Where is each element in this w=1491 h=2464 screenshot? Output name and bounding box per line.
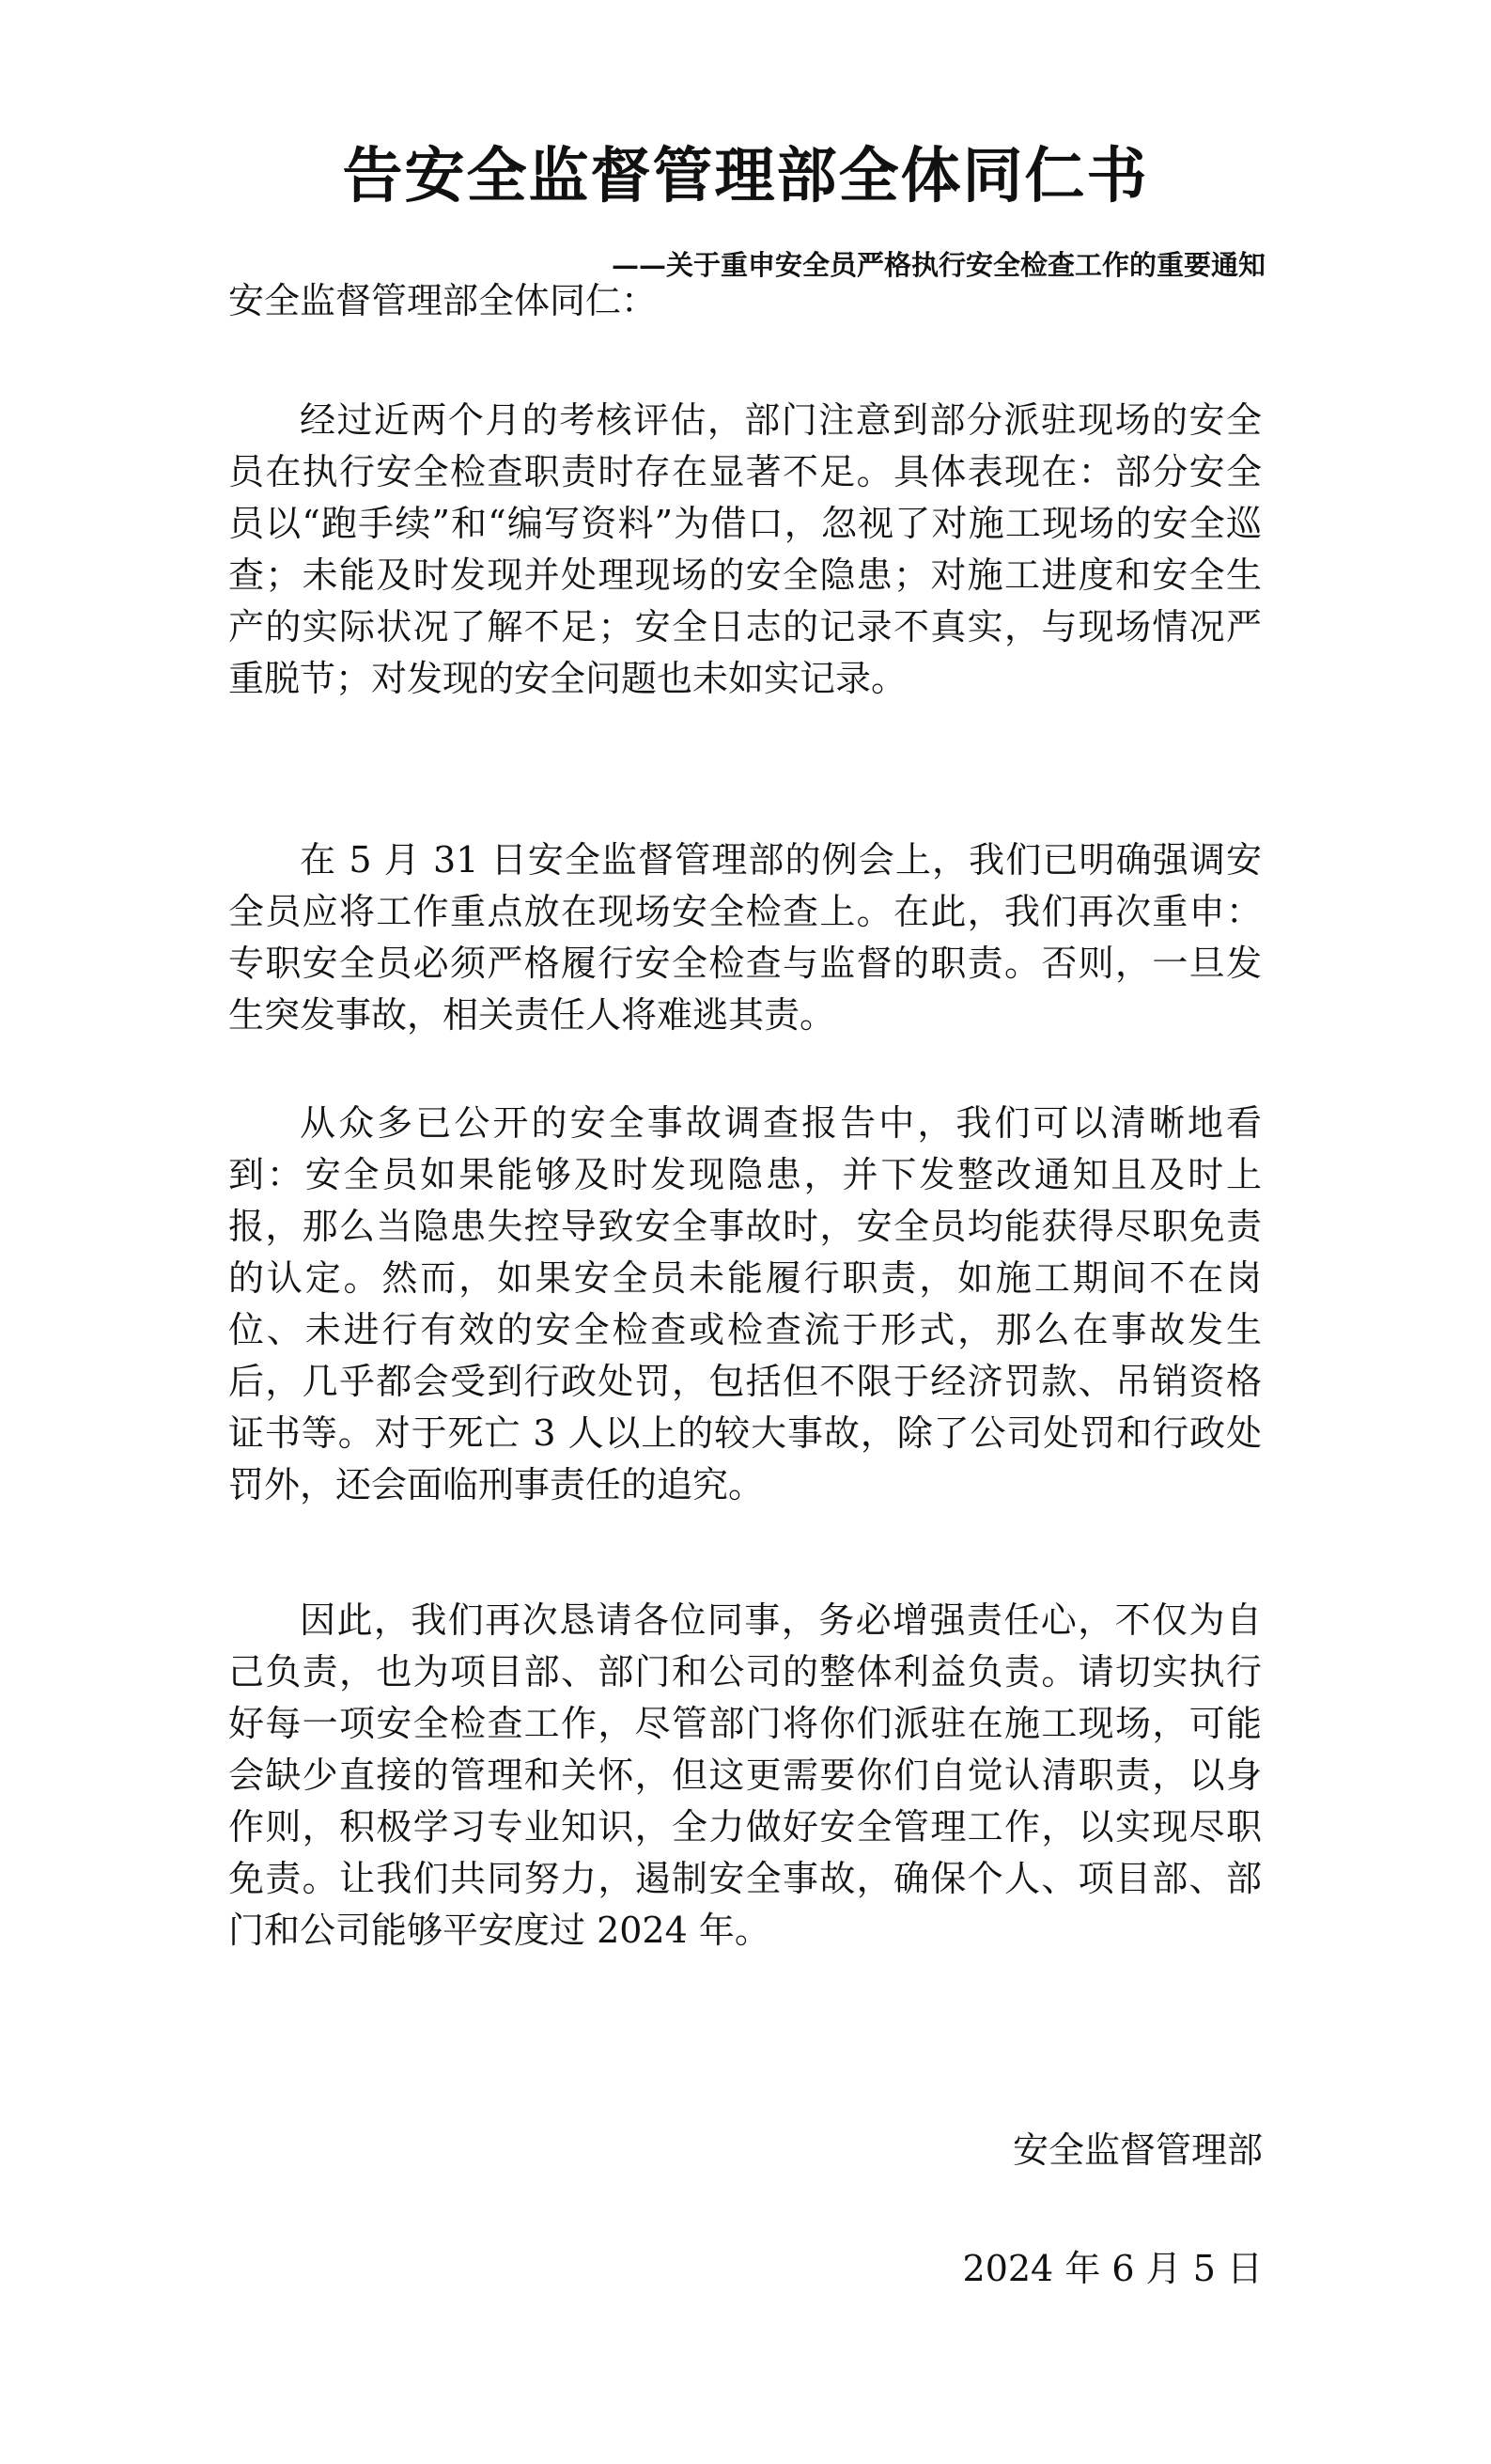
salutation: 安全监督管理部全体同仁： [228, 280, 658, 321]
letter-title: 告安全监督管理部全体同仁书 [342, 141, 1149, 211]
body-paragraph: 从众多已公开的安全事故调查报告中，我们可以清晰地看到：安全员如果能够及时发现隐患，并下发整改通知且及时上报，那么当隐患失控导致安全事故时，安全员均能获得尽职免责的认定。然而，如果安全员未能履行职责，如施工期间不在岗位、未进行有效的安全检查或检查流于形式，那么在事故发生后，几乎都会受到行政处罚，包括但不限于经济罚款、吊销资格证书等。对于死亡 3 人以上的较大事故，除了公司处罚和行政处罚外，还会面临刑事责任的追究。 [228, 1102, 1262, 1505]
body-paragraph: 在 5 月 31 日安全监督管理部的例会上，我们已明确强调安全员应将工作重点放在现场安全检查上。在此，我们再次重申：专职安全员必须严格履行安全检查与监督的职责。否则，一旦发生突发事故，相关责任人将难逃其责。 [228, 839, 1262, 1036]
letter-subtitle: ——关于重申安全员严格执行安全检查工作的重要通知 [611, 249, 1266, 281]
body-paragraph: 因此，我们再次恳请各位同事，务必增强责任心，不仅为自己负责，也为项目部、部门和公司的整体利益负责。请切实执行好每一项安全检查工作，尽管部门将你们派驻在施工现场，可能会缺少直接的管理和关怀，但这更需要你们自觉认清职责，以身作则，积极学习专业知识，全力做好安全管理工作，以实现尽职免责。让我们共同努力，遏制安全事故，确保个人、项目部、部门和公司能够平安度过 2024 年。 [228, 1599, 1262, 1951]
signature-organization: 安全监督管理部 [1012, 2129, 1263, 2171]
body-paragraph: 经过近两个月的考核评估，部门注意到部分派驻现场的安全员在执行安全检查职责时存在显著不足。具体表现在：部分安全员以“跑手续”和“编写资料”为借口，忽视了对施工现场的安全巡查；未能及时发现并处理现场的安全隐患；对施工进度和安全生产的实际状况了解不足；安全日志的记录不真实，与现场情况严重脱节；对发现的安全问题也未如实记录。 [228, 399, 1262, 699]
signature-date: 2024 年 6 月 5 日 [962, 2248, 1263, 2289]
